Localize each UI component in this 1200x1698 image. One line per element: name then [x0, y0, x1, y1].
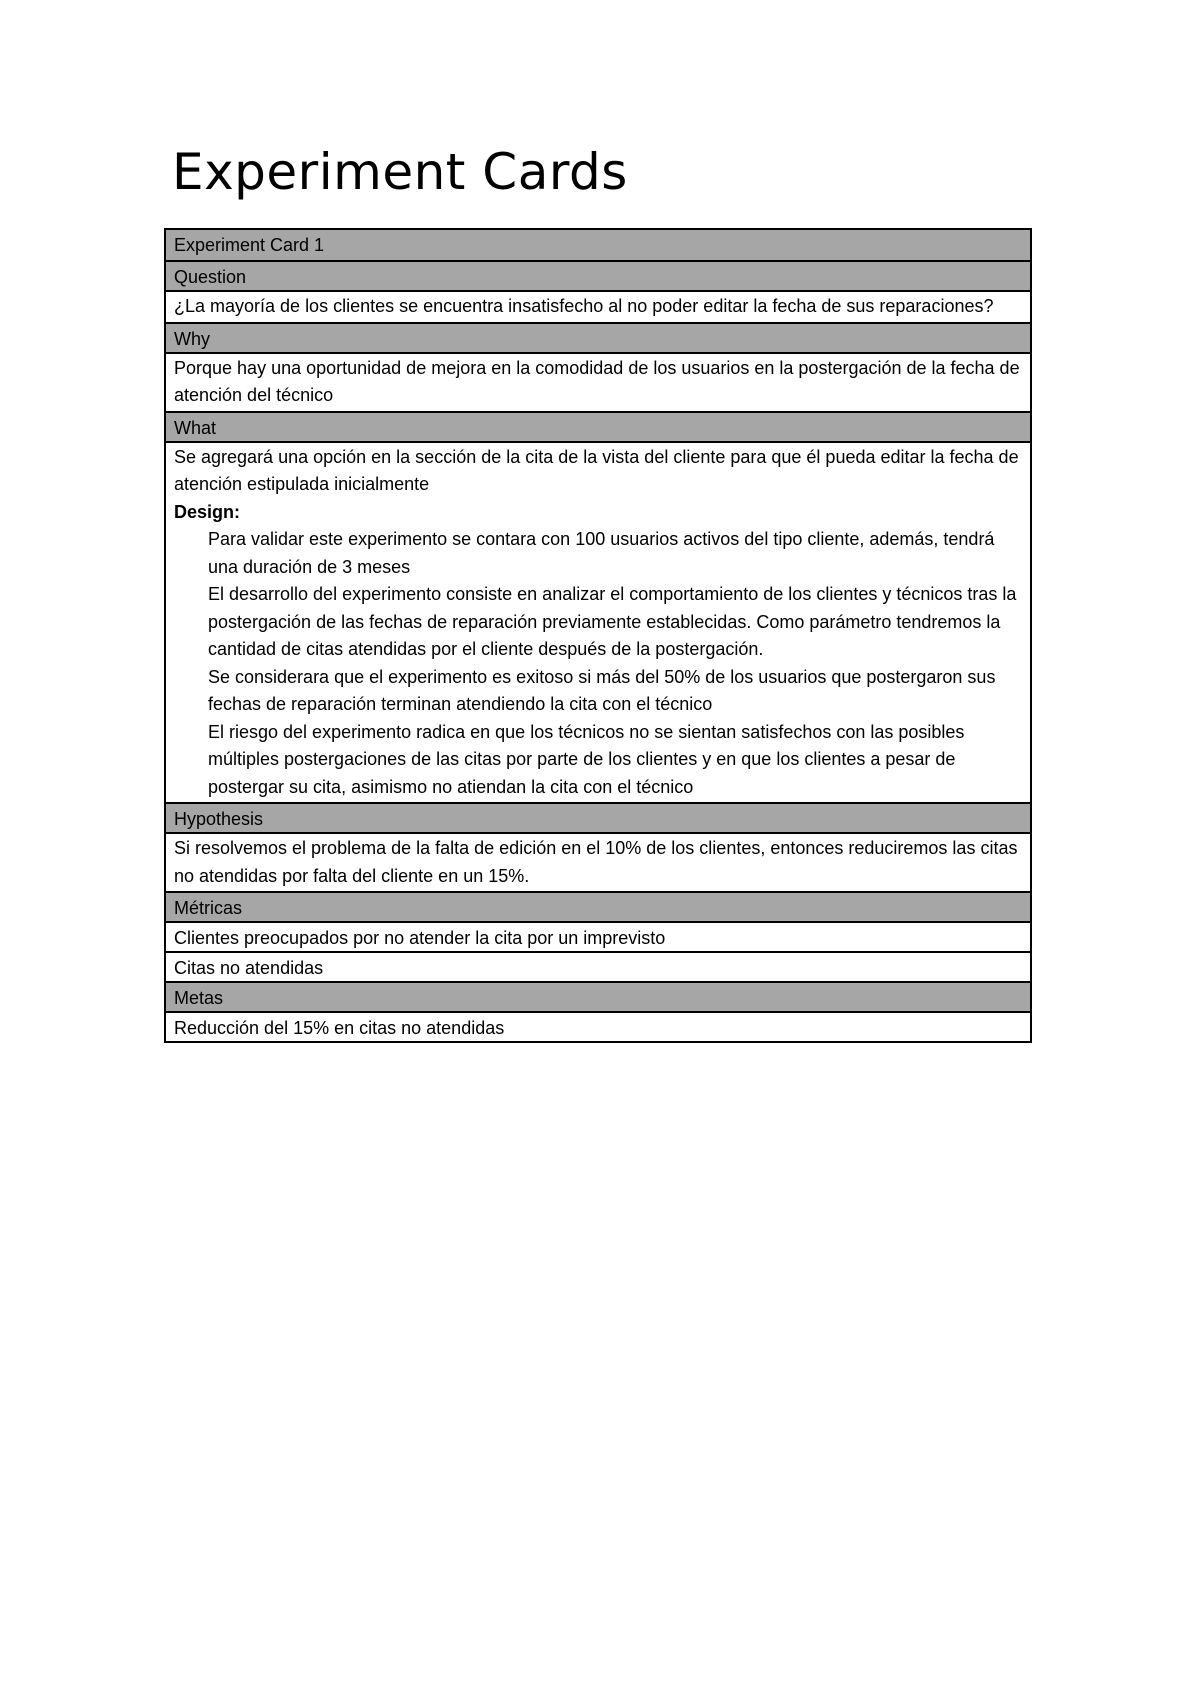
- metricas-label: Métricas: [166, 891, 1030, 921]
- design-item: Para validar este experimento se contara con 100 usuarios activos del tipo cliente, además, tendrá una duración de 3 meses: [208, 529, 995, 577]
- metas-label: Metas: [166, 981, 1030, 1011]
- metric-item: Clientes preocupados por no atender la cita por un imprevisto: [166, 921, 1030, 951]
- what-text: Se agregará una opción en la sección de la cita de la vista del cliente para que él pueda editar la fecha de atención estipulada inicialmente: [174, 446, 1019, 494]
- experiment-card-table: [164, 228, 1032, 1043]
- card-header: Experiment Card 1: [166, 230, 1030, 260]
- why-label: Why: [166, 322, 1030, 352]
- question-label: Question: [166, 260, 1030, 290]
- page-title: Experiment Cards: [172, 143, 628, 201]
- design-item: El desarrollo del experimento consiste en analizar el comportamiento de los clientes y técnicos tras la postergación de las fechas de reparación previamente establecidas. Como parámetro tendremos la cantidad de citas atendidas por el cliente después de la postergación.: [208, 584, 1017, 659]
- why-text: Porque hay una oportunidad de mejora en la comodidad de los usuarios en la postergación de la fecha de atención del técnico: [166, 352, 1030, 411]
- what-cell: [166, 441, 1030, 803]
- design-item: El riesgo del experimento radica en que los técnicos no se sientan satisfechos con las posibles múltiples postergaciones de las citas por parte de los clientes y en que los clientes a pesar de postergar su cita, asimismo no atiendan la cita con el técnico: [208, 721, 965, 797]
- what-label: What: [166, 411, 1030, 441]
- meta-item: Reducción del 15% en citas no atendidas: [166, 1011, 1030, 1041]
- metric-item: Citas no atendidas: [166, 951, 1030, 981]
- question-text: ¿La mayoría de los clientes se encuentra insatisfecho al no poder editar la fecha de sus reparaciones?: [166, 290, 1030, 322]
- design-label: Design:: [174, 501, 241, 522]
- hypothesis-text: Si resolvemos el problema de la falta de edición en el 10% de los clientes, entonces reduciremos las citas no atendidas por falta del cliente en un 15%.: [166, 832, 1030, 891]
- hypothesis-label: Hypothesis: [166, 802, 1030, 832]
- design-item: Se considerara que el experimento es exitoso si más del 50% de los usuarios que postergaron sus fechas de reparación terminan atendiendo la cita con el técnico: [208, 666, 996, 714]
